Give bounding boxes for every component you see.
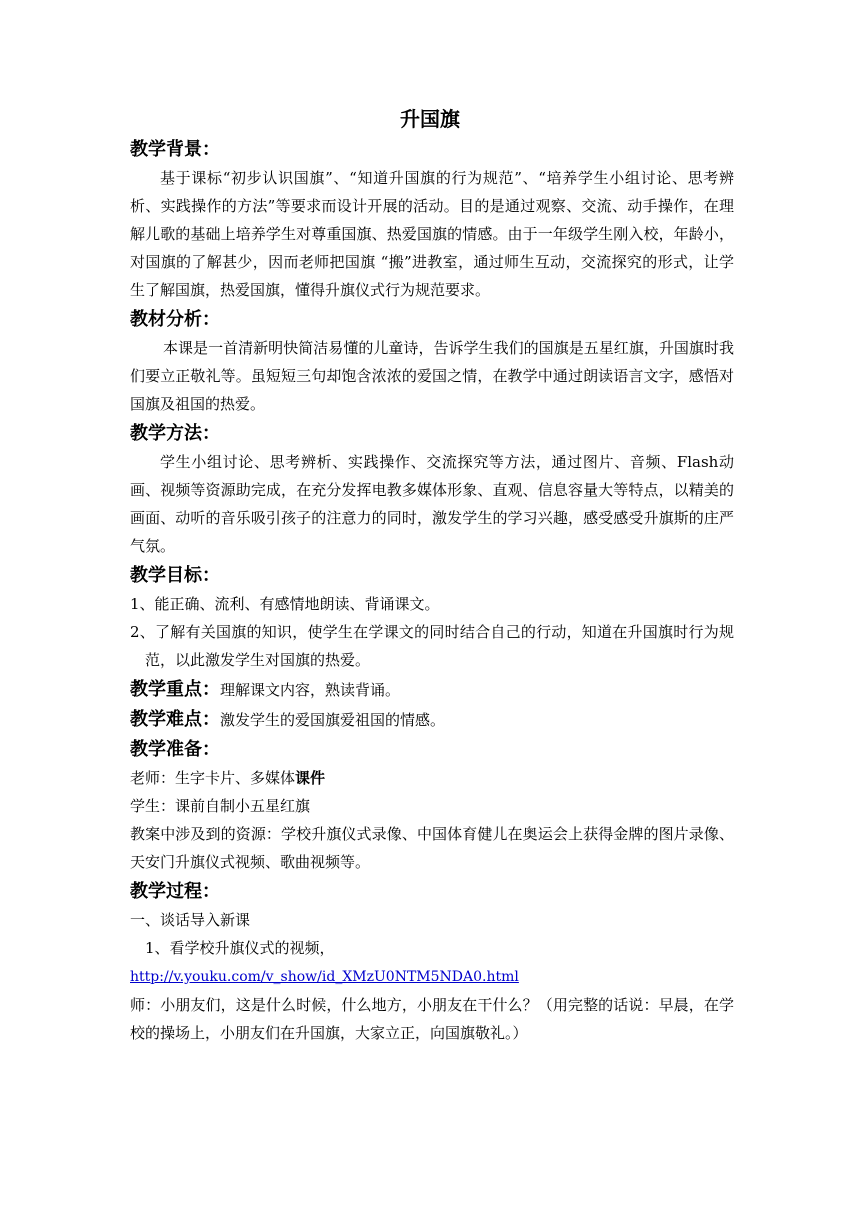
prep-teacher	[130, 764, 734, 792]
heading-method: 教学方法：	[130, 423, 220, 444]
video-link[interactable]: http://v.youku.com/v_show/id_XMzU0NTM5NDA0.html	[130, 969, 519, 985]
process-dialogue: 师：小朋友们，这是什么时候，什么地方，小朋友在干什么？（用完整的话说：早晨，在学校的操场上，小朋友们在升国旗，大家立正，向国旗敬礼。）	[130, 996, 734, 1042]
heading-key-point: 教学重点：	[130, 679, 220, 700]
prep-student: 学生：课前自制小五星红旗	[130, 797, 311, 815]
process-step-1: 一、谈话导入新课	[130, 911, 251, 929]
prep-teacher-bold: 课件	[295, 769, 326, 787]
document-title: 升国旗	[400, 107, 460, 131]
heading-background: 教学背景：	[130, 139, 220, 160]
difficulty-text: 激发学生的爱国旗爱祖国的情感。	[220, 711, 446, 729]
paragraph-background: 基于课标“初步认识国旗”、“知道升国旗的行为规范”、“培养学生小组讨论、思考辨析、实践操作的方法”等要求而设计开展的活动。目的是通过观察、交流、动手操作，在理解儿歌的基础上培养学生对尊重国旗、热爱国旗的情感。由于一年级学生刚入校，年龄小，对国旗的了解甚少，因而老师把国旗 “搬”进教室，通过师生互动，交流探究的形式，让学生了解国旗，热爱国旗，懂得升旗仪式行为规范要求。	[130, 169, 734, 299]
prep-resources: 教案中涉及到的资源：学校升旗仪式录像、中国体育健儿在奥运会上获得金牌的图片录像、天安门升旗仪式视频、歌曲视频等。	[130, 825, 734, 871]
paragraph-method: 学生小组讨论、思考辨析、实践操作、交流探究等方法，通过图片、音频、Flash动画、视频等资源助完成，在充分发挥电教多媒体形象、直观、信息容量大等特点，以精美的画面、动听的音乐吸引孩子的注意力的同时，激发学生的学习兴趣，感受感受升旗斯的庄严气氛。	[130, 453, 734, 555]
heading-material: 教材分析：	[130, 309, 220, 330]
heading-goals: 教学目标：	[130, 565, 220, 586]
difficulty-line	[130, 706, 734, 734]
process-sub-1: 1、看学校升旗仪式的视频，	[145, 939, 335, 957]
key-point-line	[130, 676, 734, 704]
key-point-text: 理解课文内容，熟读背诵。	[220, 681, 401, 699]
video-link-line	[130, 962, 734, 991]
paragraph-material: 本课是一首清新明快简洁易懂的儿童诗，告诉学生我们的国旗是五星红旗，升国旗时我们要立正敬礼等。虽短短三句却饱含浓浓的爱国之情，在教学中通过朗读语言文字，感悟对国旗及祖国的热爱。	[130, 339, 734, 413]
goal-item-2: 2、了解有关国旗的知识，使学生在学课文的同时结合自己的行动，知道在升国旗时行为规范，以此激发学生对国旗的热爱。	[130, 623, 734, 669]
prep-teacher-text: 老师：生字卡片、多媒体	[130, 769, 296, 787]
goal-item-1: 1、能正确、流利、有感情地朗读、背诵课文。	[130, 595, 440, 613]
document-body	[130, 136, 734, 1047]
heading-difficulty: 教学难点：	[130, 709, 220, 730]
heading-process: 教学过程：	[130, 881, 220, 902]
heading-prep: 教学准备：	[130, 739, 220, 760]
